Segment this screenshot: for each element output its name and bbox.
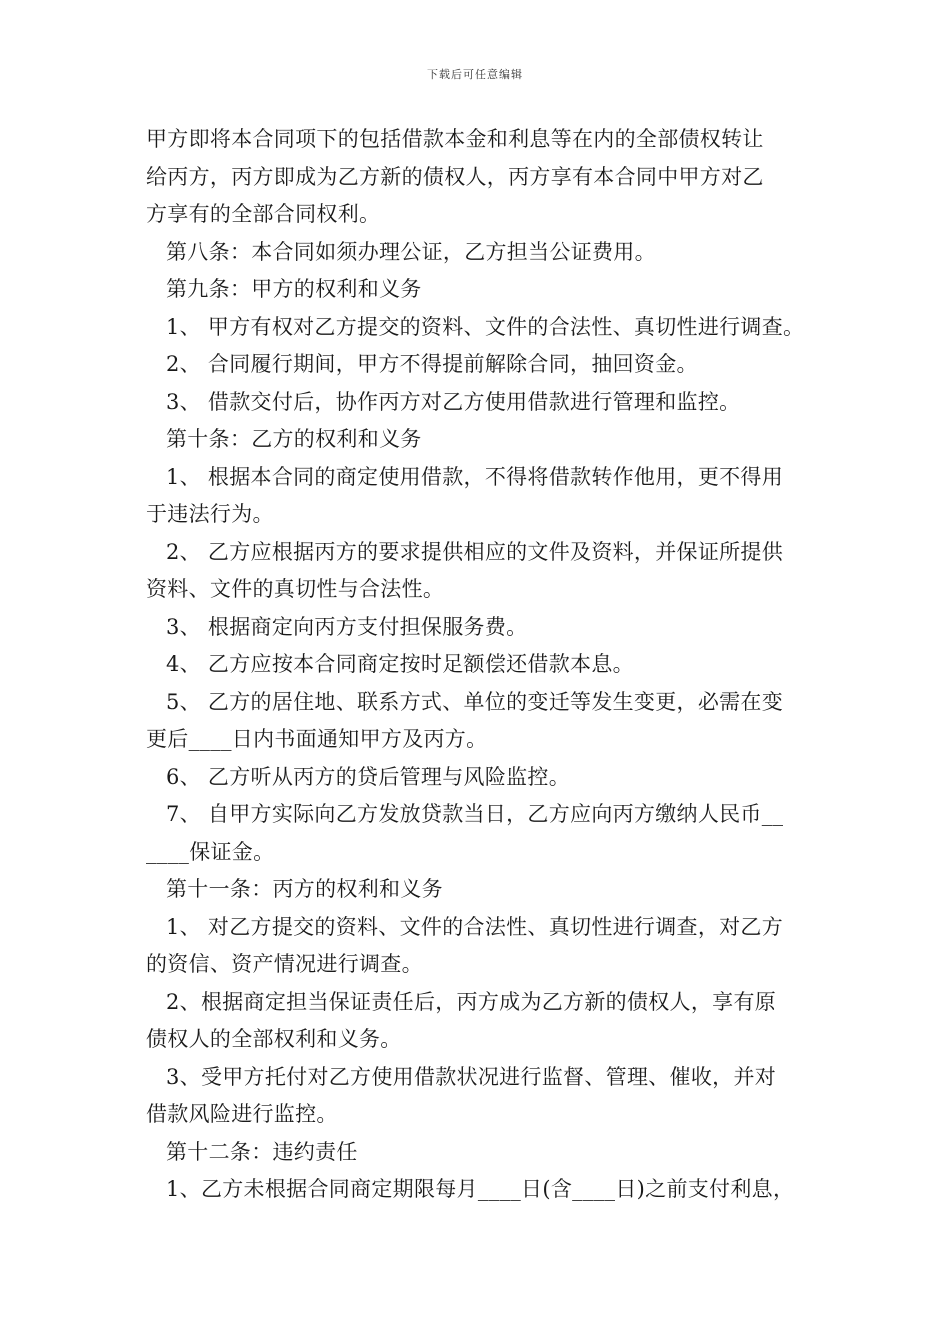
header-note: 下载后可任意编辑 (427, 68, 523, 81)
text-line: 甲方即将本合同项下的包括借款本金和利息等在内的全部债权转让 (146, 127, 764, 151)
text-line: 4、 乙方应按本合同商定按时足额偿还借款本息。 (166, 652, 634, 676)
text-line: 第十二条：违约责任 (166, 1139, 358, 1164)
text-line: 2、 合同履行期间，甲方不得提前解除合同，抽回资金。 (166, 352, 698, 376)
text-line: 5、 乙方的居住地、联系方式、单位的变迁等发生变更，必需在变 (166, 689, 784, 714)
text-line: 2、 乙方应根据丙方的要求提供相应的文件及资料，并保证所提供 (166, 539, 784, 564)
text-line: 第十条：乙方的权利和义务 (166, 427, 422, 451)
text-line: 第十一条：丙方的权利和义务 (166, 877, 443, 901)
text-line: 1、 根据本合同的商定使用借款，不得将借款转作他用，更不得用 (166, 464, 784, 489)
text-line: 2、根据商定担当保证责任后，丙方成为乙方新的债权人，享有原 (166, 989, 777, 1014)
text-line: 的资信、资产情况进行调查。 (146, 952, 423, 976)
text-line: 3、 根据商定向丙方支付担保服务费。 (166, 614, 528, 639)
text-line: 给丙方，丙方即成为乙方新的债权人，丙方享有本合同中甲方对乙 (146, 164, 764, 189)
text-line: 资料、文件的真切性与合法性。 (146, 577, 445, 601)
text-line: 3、 借款交付后，协作丙方对乙方使用借款进行管理和监控。 (166, 389, 741, 414)
text-line: 第八条：本合同如须办理公证，乙方担当公证费用。 (166, 239, 656, 264)
text-line: 3、受甲方托付对乙方使用借款状况进行监督、管理、催收，并对 (166, 1064, 777, 1089)
text-line: 债权人的全部权利和义务。 (146, 1027, 402, 1051)
text-line: 6、 乙方听从丙方的贷后管理与风险监控。 (166, 764, 571, 789)
text-line: 方享有的全部合同权利。 (146, 202, 381, 226)
text-line: 第九条：甲方的权利和义务 (166, 277, 422, 301)
document-body (146, 121, 810, 1209)
text-line: 更后____日内书面通知甲方及丙方。 (146, 727, 488, 751)
text-line: 1、乙方未根据合同商定期限每月____日(含____日)之前支付利息， (166, 1177, 795, 1201)
text-line: 1、 甲方有权对乙方提交的资料、文件的合法性、真切性进行调查。 (166, 314, 805, 339)
text-line: 借款风险进行监控。 (146, 1102, 338, 1126)
text-line: 7、 自甲方实际向乙方发放贷款当日，乙方应向丙方缴纳人民币__ (166, 802, 784, 826)
text-line: 于违法行为。 (146, 502, 274, 526)
text-line: ____保证金。 (146, 839, 275, 864)
text-line: 1、 对乙方提交的资料、文件的合法性、真切性进行调查，对乙方 (166, 914, 784, 939)
